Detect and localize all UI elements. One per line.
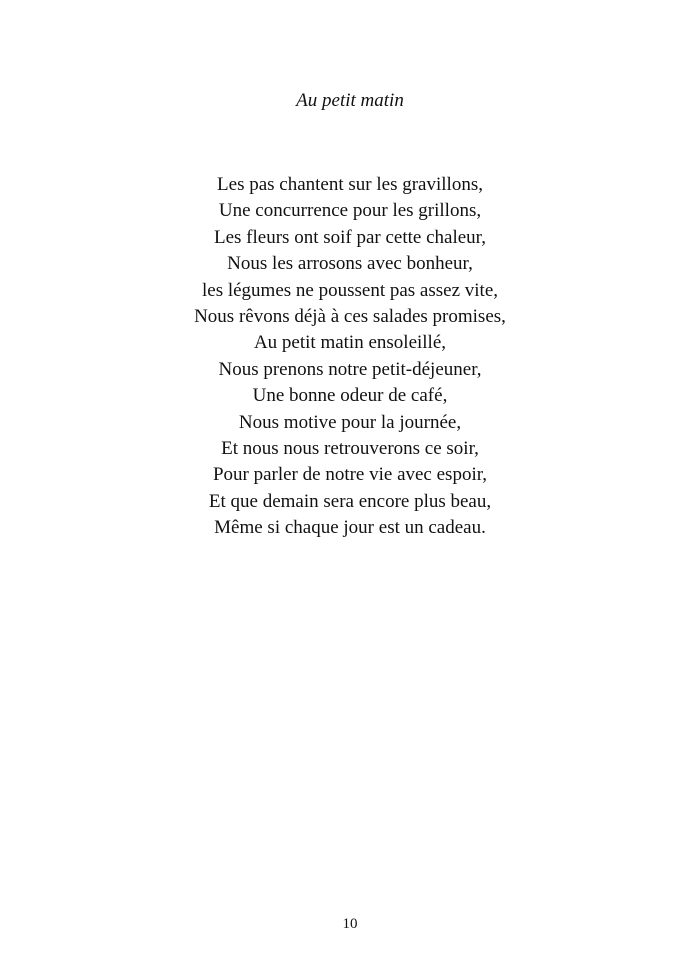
poem-verse: Nous motive pour la journée, xyxy=(238,411,462,433)
poem-verse: Et que demain sera encore plus beau, xyxy=(208,490,492,512)
poem-verse: Au petit matin ensoleillé, xyxy=(253,332,447,354)
poem-verse: Les fleurs ont soif par cette chaleur, xyxy=(214,226,486,248)
poem-verse: Une concurrence pour les grillons, xyxy=(218,200,482,222)
poem-verse: Les pas chantent sur les gravillons, xyxy=(217,174,483,195)
poem-verse: Nous prenons notre petit-déjeuner, xyxy=(218,358,482,380)
poem-verse: Même si chaque jour est un cadeau. xyxy=(214,517,486,539)
poem-title: Au petit matin xyxy=(296,90,404,111)
poem-verse: Et nous nous retrouverons ce soir, xyxy=(221,438,479,460)
poem-verse: Pour parler de notre vie avec espoir, xyxy=(212,464,488,486)
poem-body xyxy=(0,172,700,542)
poem-verse: Une bonne odeur de café, xyxy=(252,385,448,407)
poem-verse: Nous les arrosons avec bonheur, xyxy=(227,253,473,275)
page-number: 10 xyxy=(342,916,358,932)
poem-verse: les légumes ne poussent pas assez vite, xyxy=(201,279,498,301)
poem-verse: Nous rêvons déjà à ces salades promises, xyxy=(194,306,506,328)
